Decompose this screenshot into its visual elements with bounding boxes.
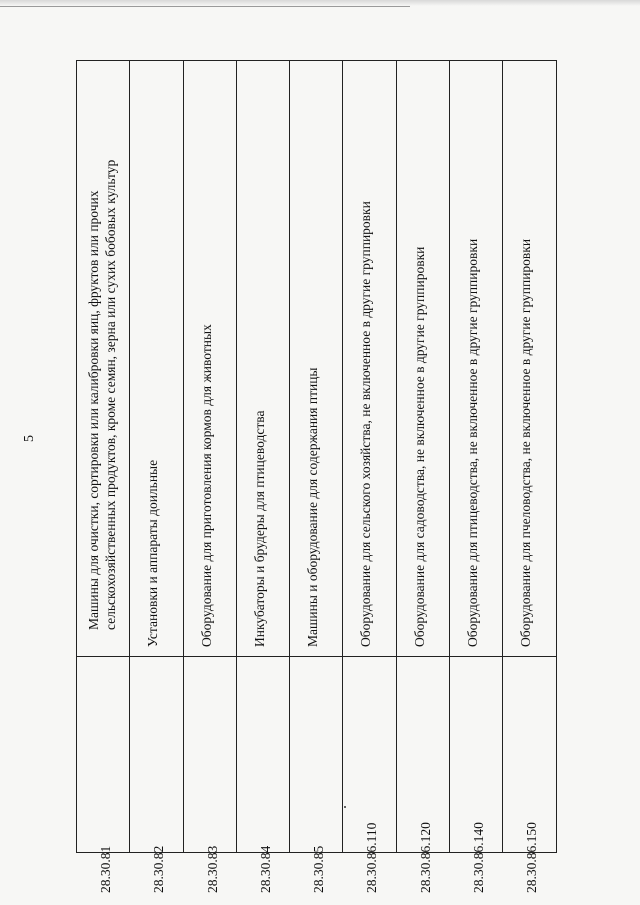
table-cell-code: [236, 657, 289, 893]
code-text: 28.30.86.150: [524, 822, 540, 893]
table-cell-description: [450, 61, 503, 657]
table-cell-description: [503, 61, 556, 657]
table-cell-description: [130, 61, 183, 657]
code-row: [77, 657, 557, 853]
description-text: Оборудование для сельского хозяйства, не включенное в другие группировки: [358, 201, 374, 647]
description-line: сельскохозяйственных продуктов, кроме семян, зерна или сухих бобовых культур: [103, 159, 118, 630]
description-text: Оборудование для приготовления кормов для животных: [198, 324, 214, 647]
table-cell-description: [77, 61, 130, 657]
code-text: 28.30.86.140: [471, 822, 487, 893]
code-text: 28.30.82: [151, 845, 167, 893]
table-cell-code: [503, 657, 556, 893]
table-cell-description: [236, 61, 289, 657]
table-cell-code: [343, 657, 396, 893]
description-text: Инкубаторы и брудеры для птицеводства: [251, 410, 267, 647]
code-text: 28.30.81: [98, 845, 113, 893]
description-text: Оборудование для садоводства, не включенное в другие группировки: [411, 246, 427, 647]
classification-table: [76, 60, 557, 893]
table-cell-description: [183, 61, 236, 657]
page-number: 5: [22, 435, 37, 442]
table-cell-code: [183, 657, 236, 893]
description-text: Машины и оборудование для содержания птицы: [305, 367, 321, 647]
table-cell-code: [130, 657, 183, 893]
scan-artifact-line: [0, 6, 410, 7]
code-text: 28.30.86.120: [417, 822, 433, 893]
table-cell-code: [77, 657, 130, 893]
description-row: [77, 61, 557, 657]
description-text: Оборудование для птицеводства, не включенное в другие группировки: [465, 238, 481, 647]
code-text: 28.30.86.110: [364, 822, 380, 893]
scan-speck: [344, 806, 346, 808]
table-cell-description: [343, 61, 396, 657]
code-text: 28.30.85: [311, 845, 327, 893]
description-text: [85, 160, 119, 630]
table-cell-code: [396, 657, 449, 893]
table-cell-description: [396, 61, 449, 657]
table-cell-code: [450, 657, 503, 893]
table-cell-description: [290, 61, 343, 657]
table-cell-code: [290, 657, 343, 893]
code-text: 28.30.84: [257, 845, 273, 893]
description-line: Машины для очистки, сортировки или калибровки яиц, фруктов или прочих: [86, 190, 101, 630]
code-text: 28.30.83: [204, 845, 220, 893]
description-text: Установки и аппараты доильные: [145, 459, 161, 647]
description-text: Оборудование для пчеловодства, не включенное в другие группировки: [518, 238, 534, 647]
